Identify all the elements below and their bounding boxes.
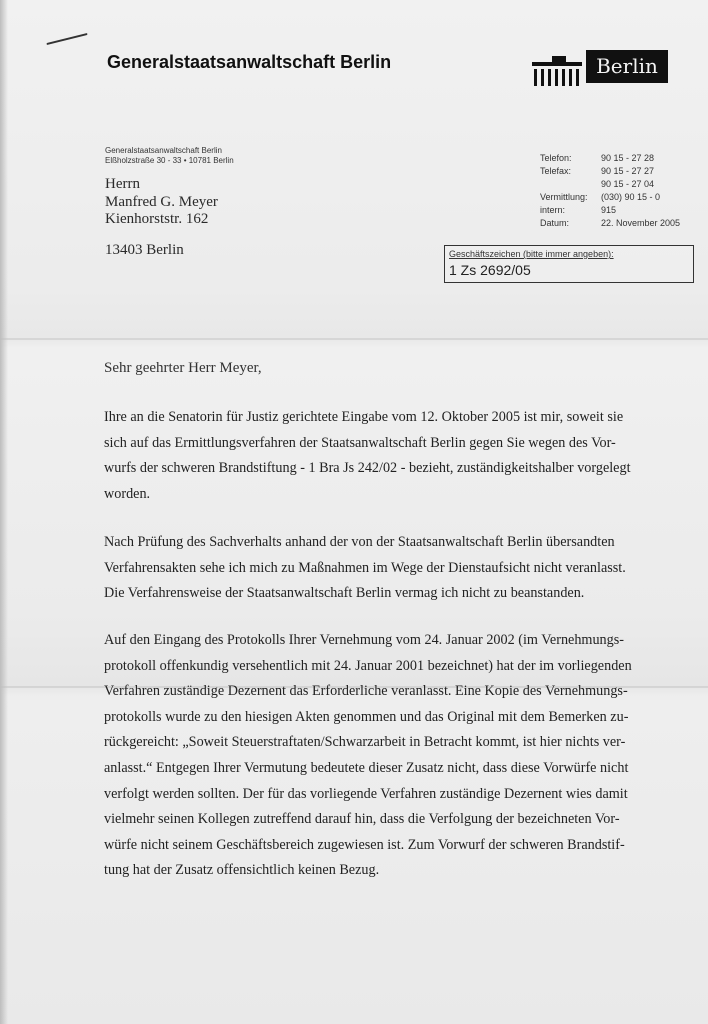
text-line: tung hat der Zusatz offensichtlich keinen Bezug. xyxy=(104,862,380,879)
text-line: worden. xyxy=(104,485,151,502)
contact-label: Telefon: xyxy=(540,153,572,163)
recipient-title: Herrn xyxy=(105,176,140,192)
letter-salutation: Sehr geehrter Herr Meyer, xyxy=(104,360,262,376)
text-line: Ihre an die Senatorin für Justiz gerichtete Eingabe vom 12. Oktober 2005 ist mir, soweit sie xyxy=(104,409,624,425)
recipient-city: 13403 Berlin xyxy=(105,242,184,258)
text-line: Auf den Eingang des Protokolls Ihrer Vernehmung vom 24. Januar 2002 (im Vernehmungs- xyxy=(104,632,624,648)
text-line: Die Verfahrensweise der Staatsanwaltschaft Berlin vermag ich nicht zu beanstanden. xyxy=(104,585,585,602)
reference-label: Geschäftszeichen (bitte immer angeben): xyxy=(449,249,614,259)
text-line: wurfs der schweren Brandstiftung - 1 Bra Js 242/02 - bezieht, zuständigkeitshalber vorgelegt xyxy=(104,460,631,477)
text-line: sich auf das Ermittlungsverfahren der Staatsanwaltschaft Berlin gegen Sie wegen des Vor- xyxy=(104,434,616,451)
text-line: würfe nicht seinem Geschäftsbereich zugewiesen ist. Zum Vorwurf der schweren Brandstif- xyxy=(104,836,625,853)
text-line: Nach Prüfung des Sachverhalts anhand der von der Staatsanwaltschaft Berlin übersandten xyxy=(104,534,615,550)
page-title: Generalstaatsanwaltschaft Berlin xyxy=(107,52,392,72)
letter-paragraph xyxy=(104,628,644,884)
text-line: Verfahrensakten sehe ich mich zu Maßnahmen im Wege der Dienstaufsicht nicht veranlasst. xyxy=(104,559,626,576)
contact-value: 915 xyxy=(601,205,617,215)
paper-fold-line xyxy=(0,338,708,340)
text-line: Verfahren zuständige Dezernent das Erforderliche veranlasst. Eine Kopie des Vernehmungs- xyxy=(104,683,628,700)
contact-value: (030) 90 15 - 0 xyxy=(601,192,661,202)
sender-name: Generalstaatsanwaltschaft Berlin xyxy=(105,146,222,155)
scan-edge-shadow xyxy=(0,0,8,1024)
reference-box xyxy=(444,245,694,283)
text-line: anlasst.“ Entgegen Ihrer Vermutung bedeutete dieser Zusatz nicht, dass diese Vorwürfe nicht xyxy=(104,759,629,776)
text-line: rückgereicht: „Soweit Steuerstraftaten/Schwarzarbeit in Betracht kommt, ist hier nichts ver- xyxy=(104,734,626,751)
letter-paragraph xyxy=(104,405,644,507)
contact-label: intern: xyxy=(540,205,566,215)
recipient-street: Kienhorststr. 162 xyxy=(105,211,209,227)
text-line: verfolgt werden sollten. Der für das vorliegende Verfahren zuständige Dezernent wies damit xyxy=(104,785,628,802)
contact-label: Datum: xyxy=(540,218,570,228)
contact-value: 90 15 - 27 04 xyxy=(601,179,655,189)
text-line: vielmehr seinen Kollegen zutreffend darauf hin, dass die Verfolgung der bezeichneten Vor- xyxy=(104,811,620,828)
pen-mark xyxy=(46,33,87,45)
contact-label: Vermittlung: xyxy=(540,192,588,202)
contact-value: 90 15 - 27 28 xyxy=(601,153,655,163)
contact-date: 22. November 2005 xyxy=(601,218,681,228)
brandenburg-gate-icon xyxy=(530,48,586,90)
reference-number: 1 Zs 2692/05 xyxy=(449,262,531,278)
text-line: protokolls wurde zu den hiesigen Akten genommen und das Original mit dem Bemerken zu- xyxy=(104,708,629,725)
recipient-name: Manfred G. Meyer xyxy=(105,194,218,210)
berlin-logo xyxy=(530,48,670,90)
letter-paragraph xyxy=(104,530,644,607)
logo-wordmark: Berlin xyxy=(586,50,668,83)
text-line: protokoll offenkundig versehentlich mit 24. Januar 2001 bezeichnet) hat der im vorliegenden xyxy=(104,657,632,674)
sender-address: Elßholzstraße 30 - 33 • 10781 Berlin xyxy=(105,156,234,165)
contact-value: 90 15 - 27 27 xyxy=(601,166,655,176)
contact-label: Telefax: xyxy=(540,166,572,176)
